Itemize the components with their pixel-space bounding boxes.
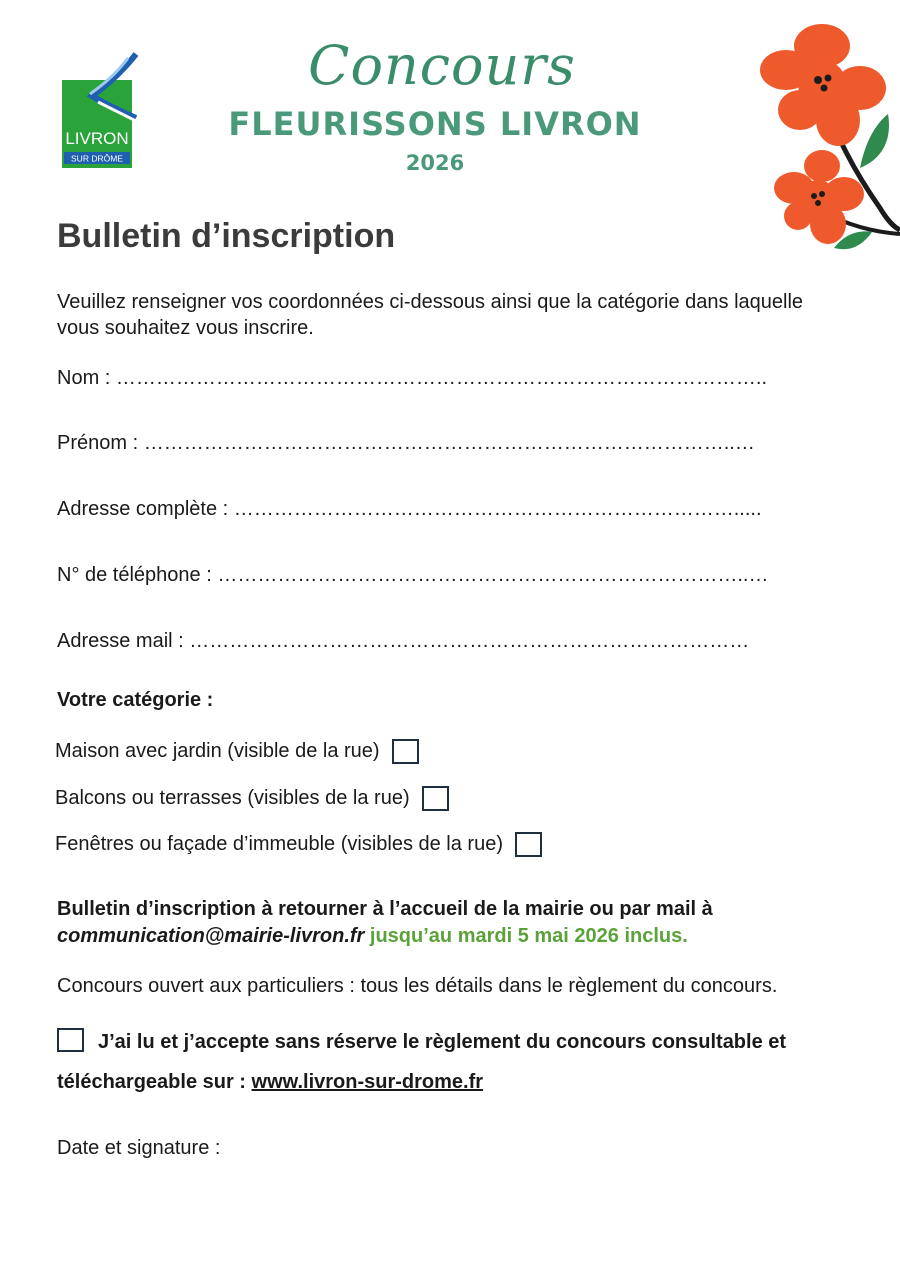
flowers-illustration [752,18,900,258]
form-intro: Veuillez renseigner vos coordonnées ci-dessous ainsi que la catégorie dans laquelle vous souhaitez vous inscrire. [57,291,804,339]
category-label: Maison avec jardin (visible de la rue) [55,740,380,762]
contact-email[interactable]: communication@mairie-livron.fr [57,925,365,947]
category-label: Fenêtres ou façade d’immeuble (visibles de la rue) [55,833,503,855]
category-label: Balcons ou terrasses (visibles de la rue) [55,787,410,809]
category-heading: Votre catégorie : [57,689,214,711]
field-adresse[interactable]: Adresse complète : …………………………………………………………………..... [57,498,762,520]
header-title: FLEURISSONS LIVRON [228,105,642,143]
signature-label: Date et signature : [57,1137,221,1159]
deadline-text: jusqu’au mardi 5 mai 2026 inclus. [369,925,688,947]
field-nom[interactable]: Nom : …………………………………………………………………………………….. [57,367,768,389]
category-option-fenetres [55,831,542,857]
category-option-jardin [55,738,419,764]
field-prenom[interactable]: Prénom : ……………………………………………………………………………..… [57,432,755,454]
category-option-balcons [55,785,449,811]
header-year: 2026 [405,151,465,175]
accept-rules [57,1022,857,1102]
accept-text: J’ai lu et j’accepte sans réserve le règlement du concours consultable et téléchargeable sur : [57,1031,787,1093]
livron-logo [62,52,140,170]
field-mail[interactable]: Adresse mail : ………………………………………………………………………… [57,630,750,652]
return-instructions [57,896,857,950]
category-checkbox-jardin[interactable] [392,739,419,764]
category-checkbox-fenetres[interactable] [515,832,542,857]
accept-checkbox[interactable] [57,1028,84,1052]
logo-name: LIVRON [65,129,129,148]
field-telephone[interactable]: N° de téléphone : ……………………………………………………………………..… [57,564,769,586]
category-checkbox-balcons[interactable] [422,786,449,811]
form-title: Bulletin d’inscription [57,217,396,255]
open-text: Concours ouvert aux particuliers : tous les détails dans le règlement du concours. [57,975,778,997]
return-text: Bulletin d’inscription à retourner à l’accueil de la mairie ou par mail à [57,898,713,920]
header-script-title: Concours [308,34,576,97]
website-link[interactable]: www.livron-sur-drome.fr [251,1071,484,1093]
logo-sub: SUR DRÔME [71,153,123,164]
